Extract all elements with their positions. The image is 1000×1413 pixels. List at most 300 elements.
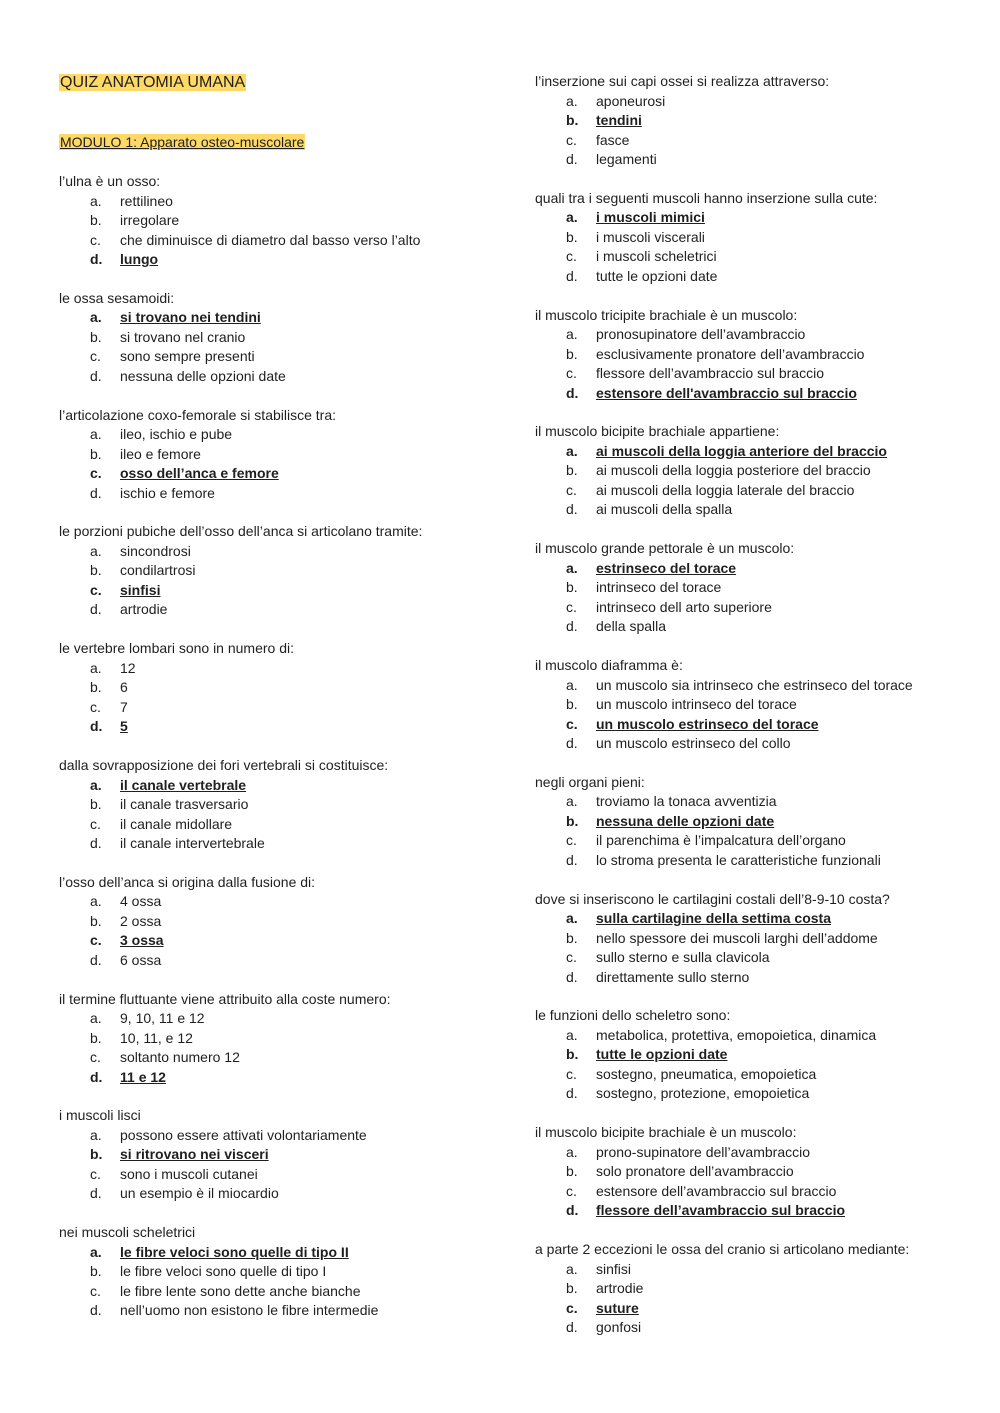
- question-text: l’ulna è un osso:: [59, 173, 161, 189]
- answer-option: [59, 1048, 391, 1068]
- answer-option: [535, 792, 881, 812]
- option-letter: a.: [566, 559, 578, 576]
- option-text: nello spessore dei muscoli larghi dell’addome: [596, 929, 878, 946]
- option-letter: d.: [566, 1202, 579, 1219]
- option-text: solo pronatore dell’avambraccio: [596, 1163, 794, 1180]
- option-letter: b.: [90, 1263, 102, 1280]
- option-letter: b.: [566, 345, 578, 362]
- answer-option: [535, 247, 877, 267]
- option-text: un muscolo estrinseco del collo: [596, 735, 791, 751]
- question-text: il termine fluttuante viene attribuito alla coste numero:: [59, 990, 391, 1007]
- question-text: l’inserzione sui capi ossei si realizza attraverso:: [535, 73, 830, 89]
- option-letter: c.: [566, 248, 577, 265]
- option-list: [535, 1026, 876, 1104]
- answer-option: [535, 228, 877, 248]
- question-text: il muscolo bicipite brachiale è un muscolo:: [535, 1124, 797, 1141]
- option-letter: c.: [566, 1065, 577, 1082]
- question-text: l’osso dell’anca si origina dalla fusione di:: [59, 873, 316, 890]
- option-letter: a.: [90, 659, 102, 676]
- option-text: le fibre veloci sono quelle di tipo I: [120, 1263, 327, 1280]
- answer-option: [59, 425, 336, 445]
- option-text: il canale midollare: [120, 815, 233, 832]
- question-text: il muscolo tricipite brachiale è un muscolo:: [535, 306, 798, 323]
- option-text: nessuna delle opzioni date: [120, 367, 286, 384]
- question-text: il muscolo grande pettorale è un muscolo:: [535, 540, 795, 557]
- answer-option: [59, 561, 422, 581]
- option-text: sulla cartilagine della settima costa: [596, 910, 831, 927]
- option-text: condilartrosi: [120, 562, 196, 579]
- answer-option: [535, 461, 887, 481]
- question-text: il muscolo bicipite brachiale appartiene:: [535, 423, 780, 440]
- option-text: esclusivamente pronatore dell’avambraccio: [596, 345, 865, 362]
- option-letter: c.: [566, 131, 577, 148]
- option-letter: a.: [90, 192, 102, 209]
- question-block: [535, 72, 829, 170]
- question-block: [59, 873, 315, 971]
- answer-option: [59, 211, 420, 231]
- option-letter: b.: [90, 1029, 102, 1046]
- option-text: ai muscoli della spalla: [596, 501, 733, 518]
- option-letter: b.: [566, 112, 579, 128]
- correct-answer-option: [535, 384, 864, 404]
- option-text: fasce: [596, 131, 630, 148]
- answer-option: [59, 1184, 367, 1204]
- question-block: [535, 422, 887, 520]
- correct-answer-option: [59, 581, 422, 601]
- option-letter: d.: [566, 968, 578, 985]
- correct-answer-option: [59, 776, 388, 796]
- option-list: [59, 192, 420, 270]
- option-text: flessore dell’avambraccio sul braccio: [596, 365, 824, 382]
- option-letter: d.: [566, 618, 578, 635]
- answer-option: [59, 698, 294, 718]
- answer-option: [535, 831, 881, 851]
- answer-option: [535, 734, 913, 754]
- answer-option: [59, 1282, 378, 1302]
- option-text: troviamo la tonaca avventizia: [596, 793, 777, 810]
- answer-option: [535, 1260, 909, 1280]
- option-letter: a.: [90, 1243, 102, 1260]
- question-text: l’articolazione coxo-femorale si stabilisce tra:: [59, 406, 336, 423]
- option-letter: d.: [90, 484, 102, 501]
- question-text: a parte 2 eccezioni le ossa del cranio si articolano mediante:: [535, 1241, 910, 1257]
- option-list: [535, 92, 829, 170]
- question-block: [59, 1223, 378, 1321]
- option-text: tendini: [596, 112, 642, 128]
- option-text: sinfisi: [596, 1260, 632, 1277]
- option-text: 5: [120, 718, 128, 735]
- option-letter: c.: [90, 932, 102, 949]
- option-letter: a.: [90, 426, 102, 443]
- option-letter: a.: [566, 910, 578, 927]
- option-letter: b.: [90, 562, 102, 579]
- option-text: rettilineo: [120, 192, 173, 209]
- option-letter: c.: [566, 598, 577, 615]
- option-letter: b.: [90, 679, 102, 696]
- answer-option: [535, 150, 829, 170]
- option-letter: c.: [566, 832, 577, 849]
- option-letter: d.: [566, 501, 578, 518]
- question-text: i muscoli lisci: [59, 1107, 141, 1124]
- option-list: [59, 659, 294, 737]
- question-text: nei muscoli scheletrici: [59, 1224, 196, 1241]
- option-text: 6 ossa: [120, 951, 162, 968]
- option-text: sullo sterno e sulla clavicola: [596, 949, 770, 966]
- option-text: 2 ossa: [120, 912, 162, 929]
- question-text: le funzioni dello scheletro sono:: [535, 1007, 731, 1024]
- option-letter: c.: [90, 815, 101, 832]
- correct-answer-option: [535, 208, 877, 228]
- option-list: [535, 208, 877, 286]
- option-letter: c.: [90, 465, 102, 482]
- option-letter: d.: [566, 267, 578, 284]
- option-list: [535, 909, 890, 987]
- option-letter: c.: [566, 715, 578, 732]
- option-letter: c.: [566, 481, 577, 498]
- answer-option: [59, 1126, 367, 1146]
- option-letter: d.: [566, 384, 579, 401]
- option-text: sostegno, protezione, emopoietica: [596, 1085, 810, 1102]
- option-letter: b.: [566, 812, 579, 829]
- option-text: legamenti: [596, 151, 657, 167]
- option-letter: c.: [566, 1299, 578, 1316]
- answer-option: [535, 1065, 876, 1085]
- option-text: che diminuisce di diametro dal basso verso l’alto: [120, 231, 421, 248]
- option-letter: a.: [566, 92, 578, 109]
- answer-option: [535, 481, 887, 501]
- option-letter: d.: [90, 718, 103, 735]
- option-text: il canale vertebrale: [120, 776, 247, 793]
- answer-option: [535, 1026, 876, 1046]
- option-letter: b.: [90, 1146, 103, 1163]
- module-heading: MODULO 1: Apparato osteo-muscolare: [60, 134, 305, 150]
- option-letter: c.: [566, 949, 577, 966]
- answer-option: [59, 445, 336, 465]
- question-text: dove si inseriscono le cartilagini costali dell’8-9-10 costa?: [535, 890, 890, 907]
- option-letter: b.: [90, 212, 102, 228]
- option-list: [535, 442, 887, 520]
- option-letter: d.: [566, 735, 578, 751]
- option-letter: d.: [90, 951, 102, 968]
- option-letter: a.: [90, 1126, 102, 1143]
- option-text: i muscoli viscerali: [596, 228, 705, 245]
- question-block: [59, 522, 422, 620]
- option-text: 12: [120, 659, 136, 676]
- question-block: [59, 289, 286, 387]
- option-letter: a.: [566, 676, 578, 693]
- answer-option: [59, 367, 286, 387]
- question-block: [535, 1123, 845, 1221]
- option-text: si trovano nei tendini: [120, 309, 261, 326]
- option-letter: a.: [90, 309, 102, 326]
- option-text: tutte le opzioni date: [596, 1046, 728, 1063]
- option-text: estensore dell’avambraccio sul braccio: [596, 1182, 837, 1199]
- option-text: ai muscoli della loggia laterale del braccio: [596, 481, 855, 498]
- option-letter: d.: [90, 251, 103, 267]
- option-letter: c.: [90, 1049, 101, 1066]
- option-text: ischio e femore: [120, 484, 215, 501]
- correct-answer-option: [59, 717, 294, 737]
- answer-option: [59, 659, 294, 679]
- option-text: sostegno, pneumatica, emopoietica: [596, 1065, 817, 1082]
- correct-answer-option: [59, 308, 286, 328]
- option-letter: a.: [90, 542, 102, 559]
- question-block: [535, 189, 877, 287]
- answer-option: [59, 892, 315, 912]
- option-letter: b.: [90, 912, 102, 929]
- option-list: [535, 559, 794, 637]
- option-list: [535, 792, 881, 870]
- option-text: tutte le opzioni date: [596, 267, 718, 284]
- answer-option: [535, 695, 913, 715]
- option-text: suture: [596, 1299, 639, 1316]
- answer-option: [535, 578, 794, 598]
- option-text: pronosupinatore dell’avambraccio: [596, 326, 806, 343]
- option-letter: b.: [566, 696, 578, 712]
- option-list: [59, 1243, 378, 1321]
- option-letter: b.: [566, 929, 578, 946]
- answer-option: [59, 815, 388, 835]
- answer-option: [59, 192, 420, 212]
- option-text: metabolica, protettiva, emopoietica, dinamica: [596, 1026, 877, 1043]
- option-text: 9, 10, 11 e 12: [120, 1010, 205, 1027]
- option-text: ileo e femore: [120, 445, 201, 462]
- option-letter: d.: [90, 1185, 102, 1202]
- answer-option: [535, 598, 794, 618]
- option-text: flessore dell’avambraccio sul braccio: [596, 1202, 846, 1219]
- answer-option: [59, 231, 420, 251]
- question-block: [59, 1106, 367, 1204]
- option-list: [59, 892, 315, 970]
- answer-option: [535, 345, 864, 365]
- option-text: sinfisi: [120, 581, 161, 598]
- option-letter: d.: [90, 1302, 102, 1319]
- correct-answer-option: [535, 111, 829, 131]
- answer-option: [59, 347, 286, 367]
- question-text: negli organi pieni:: [535, 773, 645, 790]
- question-text: le ossa sesamoidi:: [59, 289, 175, 306]
- option-list: [59, 776, 388, 854]
- question-block: [535, 773, 881, 871]
- option-text: intrinseco dell arto superiore: [596, 598, 772, 615]
- option-text: le fibre lente sono dette anche bianche: [120, 1282, 361, 1299]
- option-text: estrinseco del torace: [596, 559, 737, 576]
- option-text: 6: [120, 679, 128, 696]
- correct-answer-option: [59, 250, 420, 270]
- option-letter: c.: [90, 698, 101, 715]
- option-text: il canale intervertebrale: [120, 835, 265, 851]
- option-letter: b.: [566, 228, 578, 245]
- option-list: [59, 542, 422, 620]
- answer-option: [535, 929, 890, 949]
- answer-option: [535, 92, 829, 112]
- option-text: intrinseco del torace: [596, 579, 722, 596]
- option-letter: a.: [566, 1260, 578, 1277]
- option-letter: c.: [566, 1182, 577, 1199]
- option-text: il canale trasversario: [120, 796, 249, 812]
- option-letter: d.: [90, 835, 102, 851]
- answer-option: [535, 617, 794, 637]
- option-text: i muscoli scheletrici: [596, 248, 717, 265]
- option-text: artrodie: [120, 601, 168, 618]
- option-text: un esempio è il miocardio: [120, 1185, 279, 1202]
- correct-answer-option: [535, 812, 881, 832]
- question-block: [535, 539, 794, 637]
- answer-option: [535, 267, 877, 287]
- answer-option: [59, 1262, 378, 1282]
- option-letter: b.: [90, 445, 102, 462]
- option-text: 10, 11, e 12: [120, 1029, 193, 1046]
- option-text: lo stroma presenta le caratteristiche funzionali: [596, 851, 881, 868]
- question-text: dalla sovrapposizione dei fori vertebrali si costituisce:: [59, 757, 389, 773]
- option-list: [59, 308, 286, 386]
- answer-option: [535, 1162, 845, 1182]
- correct-answer-option: [535, 1045, 876, 1065]
- answer-option: [59, 1165, 367, 1185]
- answer-option: [535, 851, 881, 871]
- answer-option: [59, 484, 336, 504]
- option-letter: d.: [566, 151, 578, 167]
- option-text: i muscoli mimici: [596, 209, 705, 226]
- option-text: 11 e 12: [120, 1068, 166, 1085]
- correct-answer-option: [59, 1068, 391, 1088]
- question-text: il muscolo diaframma è:: [535, 657, 683, 673]
- correct-answer-option: [535, 559, 794, 579]
- question-block: [59, 639, 294, 737]
- option-letter: a.: [566, 1143, 578, 1160]
- option-text: estensore dell'avambraccio sul braccio: [596, 384, 857, 401]
- option-text: irregolare: [120, 212, 180, 228]
- correct-answer-option: [535, 909, 890, 929]
- answer-option: [535, 968, 890, 988]
- option-letter: c.: [90, 1282, 101, 1299]
- option-text: sono i muscoli cutanei: [120, 1165, 258, 1182]
- answer-option: [535, 500, 887, 520]
- option-text: 7: [120, 698, 128, 715]
- option-letter: b.: [566, 1280, 578, 1296]
- option-letter: b.: [566, 462, 578, 479]
- option-text: si trovano nel cranio: [120, 328, 246, 345]
- option-text: un muscolo intrinseco del torace: [596, 696, 797, 712]
- option-letter: b.: [566, 1163, 578, 1180]
- correct-answer-option: [59, 1145, 367, 1165]
- answer-option: [535, 325, 864, 345]
- option-letter: d.: [566, 1085, 578, 1102]
- correct-answer-option: [535, 715, 913, 735]
- answer-option: [535, 1182, 845, 1202]
- answer-option: [59, 542, 422, 562]
- option-letter: a.: [90, 893, 102, 910]
- answer-option: [535, 676, 913, 696]
- question-text: quali tra i seguenti muscoli hanno inserzione sulla cute:: [535, 189, 878, 206]
- question-block: [535, 890, 890, 988]
- question-block: [535, 656, 913, 754]
- option-text: direttamente sullo sterno: [596, 968, 750, 985]
- option-letter: a.: [566, 1026, 578, 1043]
- option-text: ai muscoli della loggia posteriore del braccio: [596, 462, 871, 479]
- correct-answer-option: [59, 1243, 378, 1263]
- option-text: il parenchima è l’impalcatura dell’organo: [596, 832, 846, 849]
- answer-option: [535, 1143, 845, 1163]
- option-text: aponeurosi: [596, 92, 666, 109]
- option-letter: d.: [566, 1319, 578, 1335]
- option-text: sincondrosi: [120, 542, 191, 559]
- answer-option: [59, 1009, 391, 1029]
- option-list: [535, 325, 864, 403]
- correct-answer-option: [59, 931, 315, 951]
- answer-option: [59, 678, 294, 698]
- question-block: [59, 172, 420, 270]
- option-text: si ritrovano nei visceri: [120, 1146, 269, 1163]
- question-block: [59, 756, 388, 854]
- option-text: della spalla: [596, 618, 667, 635]
- option-letter: d.: [90, 1068, 103, 1085]
- option-letter: c.: [566, 365, 577, 382]
- option-letter: a.: [566, 793, 578, 810]
- option-text: ai muscoli della loggia anteriore del braccio: [596, 442, 887, 459]
- option-letter: d.: [566, 851, 578, 868]
- question-block: [59, 406, 336, 504]
- answer-option: [59, 834, 388, 854]
- option-list: [59, 425, 336, 503]
- option-text: nell’uomo non esistono le fibre intermedie: [120, 1302, 379, 1319]
- option-letter: b.: [566, 1046, 579, 1063]
- option-letter: c.: [90, 581, 102, 598]
- question-text: le porzioni pubiche dell’osso dell’anca si articolano tramite:: [59, 523, 423, 540]
- option-letter: a.: [90, 776, 102, 793]
- question-text: le vertebre lombari sono in numero di:: [59, 640, 295, 657]
- option-letter: b.: [90, 328, 102, 345]
- option-text: 4 ossa: [120, 893, 162, 910]
- correct-answer-option: [535, 1299, 909, 1319]
- answer-option: [59, 328, 286, 348]
- answer-option: [535, 948, 890, 968]
- answer-option: [59, 600, 422, 620]
- option-text: soltanto numero 12: [120, 1049, 240, 1066]
- answer-option: [535, 1084, 876, 1104]
- option-letter: d.: [90, 367, 102, 384]
- option-letter: a.: [566, 442, 578, 459]
- question-block: [59, 990, 391, 1088]
- correct-answer-option: [535, 442, 887, 462]
- option-list: [535, 1143, 845, 1221]
- document-title: QUIZ ANATOMIA UMANA: [60, 74, 246, 91]
- option-letter: c.: [90, 1165, 101, 1182]
- answer-option: [535, 1318, 909, 1338]
- option-list: [59, 1009, 391, 1087]
- question-block: [535, 306, 864, 404]
- option-text: le fibre veloci sono quelle di tipo II: [120, 1243, 349, 1260]
- option-text: prono-supinatore dell’avambraccio: [596, 1143, 811, 1160]
- option-letter: a.: [90, 1010, 102, 1027]
- option-text: osso dell’anca e femore: [120, 465, 279, 482]
- option-text: possono essere attivati volontariamente: [120, 1126, 367, 1143]
- option-letter: c.: [90, 231, 101, 248]
- option-letter: a.: [566, 326, 578, 343]
- answer-option: [59, 951, 315, 971]
- option-text: un muscolo estrinseco del torace: [596, 715, 819, 732]
- option-text: gonfosi: [596, 1319, 642, 1335]
- correct-answer-option: [59, 464, 336, 484]
- answer-option: [535, 1279, 909, 1299]
- answer-option: [535, 131, 829, 151]
- answer-option: [59, 795, 388, 815]
- answer-option: [59, 1301, 378, 1321]
- option-text: lungo: [120, 251, 159, 267]
- option-text: artrodie: [596, 1280, 644, 1296]
- option-letter: c.: [90, 348, 101, 365]
- question-block: [535, 1006, 876, 1104]
